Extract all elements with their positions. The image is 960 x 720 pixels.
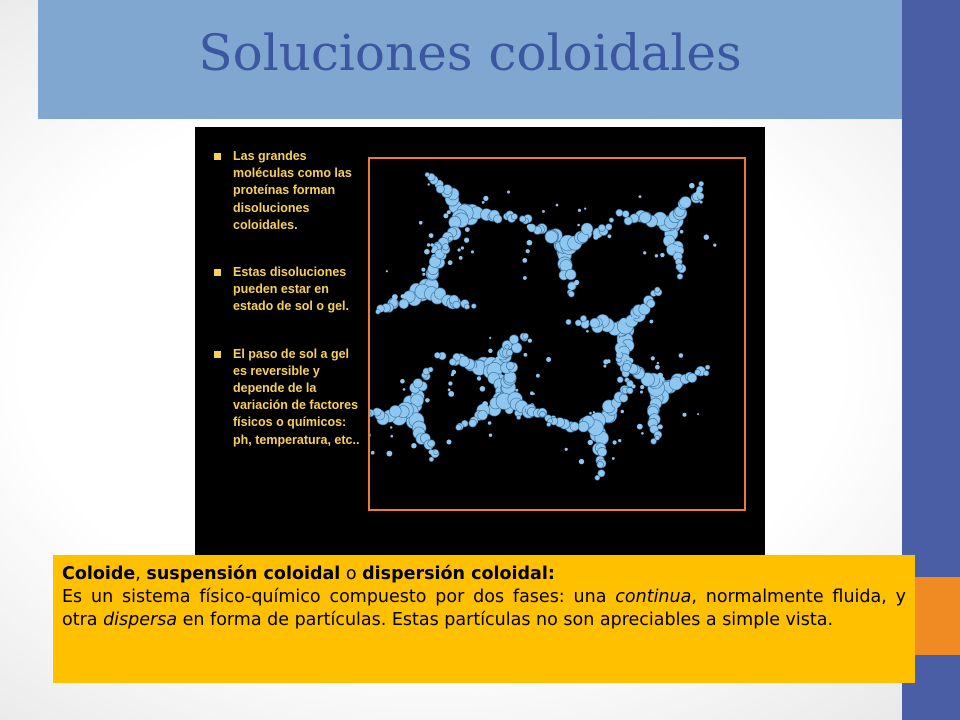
colloid-particle: [713, 244, 716, 247]
colloid-particle: [482, 406, 486, 410]
colloid-particle: [506, 350, 512, 356]
colloid-particle: [639, 212, 650, 223]
colloid-particle: [473, 368, 477, 372]
colloid-particle: [517, 415, 521, 419]
colloid-particle: [598, 447, 607, 456]
colloid-particle: [477, 376, 481, 380]
colloid-particle: [617, 338, 623, 344]
colloid-particle: [425, 398, 429, 402]
colloid-particle: [630, 317, 633, 320]
colloid-particle: [577, 224, 580, 227]
colloid-particle: [640, 314, 642, 316]
colloid-particle: [403, 388, 406, 391]
colloid-particle: [647, 299, 655, 307]
colloid-particle: [429, 457, 434, 462]
colloid-particle: [658, 424, 663, 429]
colloid-particle: [447, 210, 451, 214]
colloid-particle: [589, 412, 592, 415]
colloid-particle: [370, 432, 371, 438]
colloid-particle: [523, 333, 529, 339]
colloid-particle: [399, 299, 409, 309]
colloid-particle: [584, 208, 586, 210]
colloid-particle: [443, 213, 448, 218]
colloid-particle: [599, 439, 602, 442]
colloid-particle: [428, 367, 433, 372]
colloid-particles-illustration: [370, 159, 744, 509]
colloid-particle: [507, 191, 510, 194]
colloid-particle: [489, 434, 492, 437]
colloid-particle: [624, 217, 632, 225]
colloid-particle: [411, 443, 416, 448]
colloid-particle: [389, 405, 401, 417]
colloid-particle: [448, 389, 451, 392]
colloid-particle: [679, 353, 684, 358]
colloid-particle: [540, 411, 546, 417]
colloid-particle: [612, 457, 615, 460]
colloid-particle: [689, 183, 695, 189]
colloid-particle: [506, 362, 514, 370]
square-bullet-icon: [214, 269, 221, 276]
colloid-particle: [459, 256, 463, 260]
term-continua: continua: [615, 587, 692, 607]
particle-frame: [368, 157, 746, 511]
figure-bullet-text: Las grandes moléculas como las proteínas forman disoluciones coloidales.: [233, 149, 352, 232]
colloid-particle: [448, 260, 453, 265]
colloid-particle: [616, 348, 621, 353]
colloid-particle: [579, 459, 584, 464]
colloid-particle: [570, 422, 579, 431]
colloid-particle: [683, 413, 687, 417]
colloid-particle: [598, 413, 602, 417]
colloid-particle: [542, 210, 545, 213]
colloid-particle: [651, 356, 655, 360]
term-coloide: Coloide: [62, 564, 136, 584]
colloid-particle: [546, 357, 551, 362]
colloid-particle: [456, 425, 462, 431]
colloid-particle: [588, 440, 593, 445]
colloid-particle: [526, 249, 530, 253]
colloid-particle: [566, 269, 577, 280]
colloid-particle: [524, 353, 528, 357]
colloid-particle: [616, 209, 623, 216]
colloid-particle: [589, 233, 592, 236]
term-suspension: suspensión coloidal: [146, 564, 341, 584]
colloid-particle: [699, 181, 704, 186]
colloid-particle: [597, 461, 604, 468]
colloid-particle: [627, 388, 633, 394]
figure-bullet-text: El paso de sol a gel es reversible y depende de la variación de factores físicos o químicos: ph, temperatura, etc..: [233, 346, 360, 447]
separator: ,: [135, 564, 147, 584]
colloid-particle: [442, 244, 449, 251]
separator: o: [340, 564, 363, 584]
colloid-particle: [431, 243, 434, 246]
colloid-particle: [371, 451, 375, 455]
colloid-particle: [655, 254, 658, 257]
colloid-particle: [657, 362, 659, 364]
colloid-particle: [622, 211, 629, 218]
colloid-particle: [673, 246, 678, 251]
colloid-particle: [434, 352, 440, 358]
colloid-particle: [581, 223, 593, 235]
colloid-particle: [680, 230, 684, 234]
colloid-particle: [413, 379, 422, 388]
colloid-particle: [429, 450, 434, 455]
colloid-particle: [471, 250, 474, 253]
colloid-particle: [447, 440, 452, 445]
colloid-particle: [376, 310, 381, 315]
colloid-particle: [655, 365, 660, 370]
colloid-particle: [575, 320, 581, 326]
colloid-particle: [427, 243, 430, 246]
colloid-particle: [593, 234, 598, 239]
colloid-particle: [620, 318, 626, 324]
colloid-figure: [195, 127, 765, 557]
colloid-particle: [421, 268, 425, 272]
definition-heading: [62, 563, 906, 586]
colloid-particle: [488, 349, 492, 353]
colloid-particle: [478, 410, 488, 420]
colloid-particle: [578, 421, 589, 432]
figure-bullet: [211, 346, 361, 449]
colloid-particle: [595, 475, 600, 480]
colloid-particle: [609, 218, 614, 223]
colloid-particle: [695, 369, 701, 375]
colloid-particle: [448, 391, 454, 397]
colloid-particle: [622, 356, 627, 361]
colloid-particle: [527, 240, 533, 246]
colloid-particle: [392, 294, 398, 300]
colloid-particle: [615, 405, 619, 409]
colloid-particle: [593, 411, 595, 413]
colloid-particle: [608, 234, 612, 238]
colloid-particle: [448, 381, 452, 385]
colloid-particle: [523, 276, 527, 280]
colloid-particle: [452, 370, 457, 375]
colloid-particle: [419, 221, 423, 225]
colloid-particle: [482, 201, 485, 204]
colloid-particle: [449, 359, 456, 366]
colloid-particle: [440, 291, 443, 294]
colloid-particle: [404, 293, 410, 299]
colloid-particle: [433, 450, 438, 455]
colloid-particle: [598, 224, 605, 231]
colloid-particle: [488, 421, 492, 425]
colloid-particle: [519, 216, 525, 222]
colloid-particle: [618, 439, 621, 442]
colloid-particle: [586, 320, 589, 323]
colloid-particle: [622, 363, 630, 371]
colloid-particle: [482, 401, 488, 407]
colloid-particle: [424, 249, 430, 255]
colloid-particle: [496, 357, 500, 361]
colloid-particle: [425, 172, 429, 176]
colloid-particle: [655, 287, 660, 292]
colloid-particle: [676, 264, 683, 271]
colloid-particle: [489, 337, 491, 339]
colloid-particle: [613, 440, 617, 444]
colloid-particle: [483, 196, 488, 201]
colloid-particle: [525, 406, 529, 410]
colloid-particle: [603, 365, 606, 368]
colloid-particle: [422, 273, 425, 276]
colloid-particle: [681, 250, 684, 253]
colloid-particle: [621, 410, 624, 413]
colloid-particle: [471, 304, 476, 309]
figure-bullet: [211, 148, 361, 234]
colloid-particle: [617, 377, 623, 383]
colloid-particle: [656, 388, 660, 392]
colloid-particle: [607, 359, 611, 363]
colloid-particle: [640, 385, 644, 389]
colloid-particle: [574, 280, 579, 285]
colloid-particle: [453, 301, 460, 308]
colloid-particle: [528, 339, 532, 343]
colloid-particle: [640, 391, 643, 394]
colloid-particle: [650, 320, 654, 324]
colloid-particle: [641, 432, 644, 435]
colloid-particle: [461, 246, 464, 249]
definition-text-part: , normalmente fluida, y otra: [62, 587, 906, 630]
colloid-particle: [637, 424, 643, 430]
definition-text-part: Es un sistema físico-químico compuesto por dos fases: una: [62, 587, 616, 607]
colloid-particle: [522, 258, 527, 263]
colloid-particle: [515, 389, 518, 392]
colloid-particle: [590, 318, 600, 328]
colloid-particle: [494, 215, 502, 223]
colloid-particle: [464, 238, 469, 243]
colloid-particle: [677, 274, 683, 280]
definition-box: [53, 555, 915, 683]
colloid-particle: [578, 209, 581, 212]
colloid-particle: [491, 410, 493, 412]
colloid-particle: [568, 291, 574, 297]
colloid-particle: [511, 214, 517, 220]
colloid-particle: [694, 193, 698, 197]
colloid-particle: [448, 236, 453, 241]
colloid-particle: [458, 248, 461, 251]
colloid-particle: [620, 394, 628, 402]
colloid-particle: [697, 413, 699, 415]
colloid-particle: [390, 426, 392, 428]
definition-text-part: en forma de partículas. Estas partículas no son apreciables a simple vista.: [177, 610, 834, 630]
colloid-particle: [469, 419, 477, 427]
colloid-particle: [391, 435, 394, 438]
figure-bullet-list: [211, 148, 361, 449]
colloid-particle: [547, 422, 551, 426]
colloid-particle: [556, 204, 559, 207]
colloid-particle: [687, 201, 690, 204]
colloid-particle: [565, 448, 568, 451]
colloid-particle: [480, 386, 486, 392]
colloid-particle: [586, 330, 589, 333]
colloid-particle: [566, 319, 571, 324]
colloid-particle: [658, 373, 663, 378]
colloid-particle: [595, 323, 598, 326]
colloid-particle: [705, 365, 710, 370]
colloid-particle: [439, 252, 443, 256]
colloid-particle: [704, 371, 709, 376]
colloid-particle: [386, 270, 388, 272]
figure-bullet: [211, 264, 361, 316]
colloid-particle: [532, 393, 534, 395]
colloid-particle: [704, 235, 709, 240]
term-dispersion: dispersión coloidal:: [362, 564, 555, 584]
colloid-particle: [429, 233, 434, 238]
colloid-particle: [460, 358, 465, 363]
square-bullet-icon: [214, 153, 221, 160]
colloid-particle: [527, 224, 532, 229]
definition-text: [62, 586, 906, 632]
term-dispersa: dispersa: [103, 610, 178, 630]
colloid-particle: [431, 249, 435, 253]
colloid-particle: [509, 335, 518, 344]
square-bullet-icon: [214, 351, 221, 358]
colloid-particle: [632, 384, 636, 388]
colloid-particle: [436, 185, 444, 193]
colloid-particle: [660, 253, 664, 257]
colloid-particle: [378, 409, 382, 413]
colloid-particle: [428, 183, 430, 185]
colloid-particle: [494, 411, 497, 414]
colloid-particle: [505, 345, 509, 349]
colloid-particle: [465, 227, 470, 232]
colloid-particle: [428, 440, 435, 447]
colloid-particle: [478, 370, 483, 375]
colloid-particle: [639, 195, 642, 198]
colloid-particle: [464, 304, 469, 309]
colloid-particle: [400, 379, 405, 384]
colloid-particle: [387, 451, 393, 457]
colloid-particle: [536, 374, 540, 378]
colloid-particle: [545, 231, 558, 244]
colloid-particle: [606, 224, 612, 230]
colloid-particle: [427, 293, 429, 295]
slide-title: Soluciones coloidales: [198, 24, 742, 82]
colloid-particle: [580, 315, 586, 321]
colloid-particle: [651, 438, 657, 444]
figure-bullet-text: Estas disoluciones pueden estar en estado de sol o gel.: [233, 265, 349, 314]
colloid-particle: [700, 201, 703, 204]
colloid-particle: [643, 251, 646, 254]
